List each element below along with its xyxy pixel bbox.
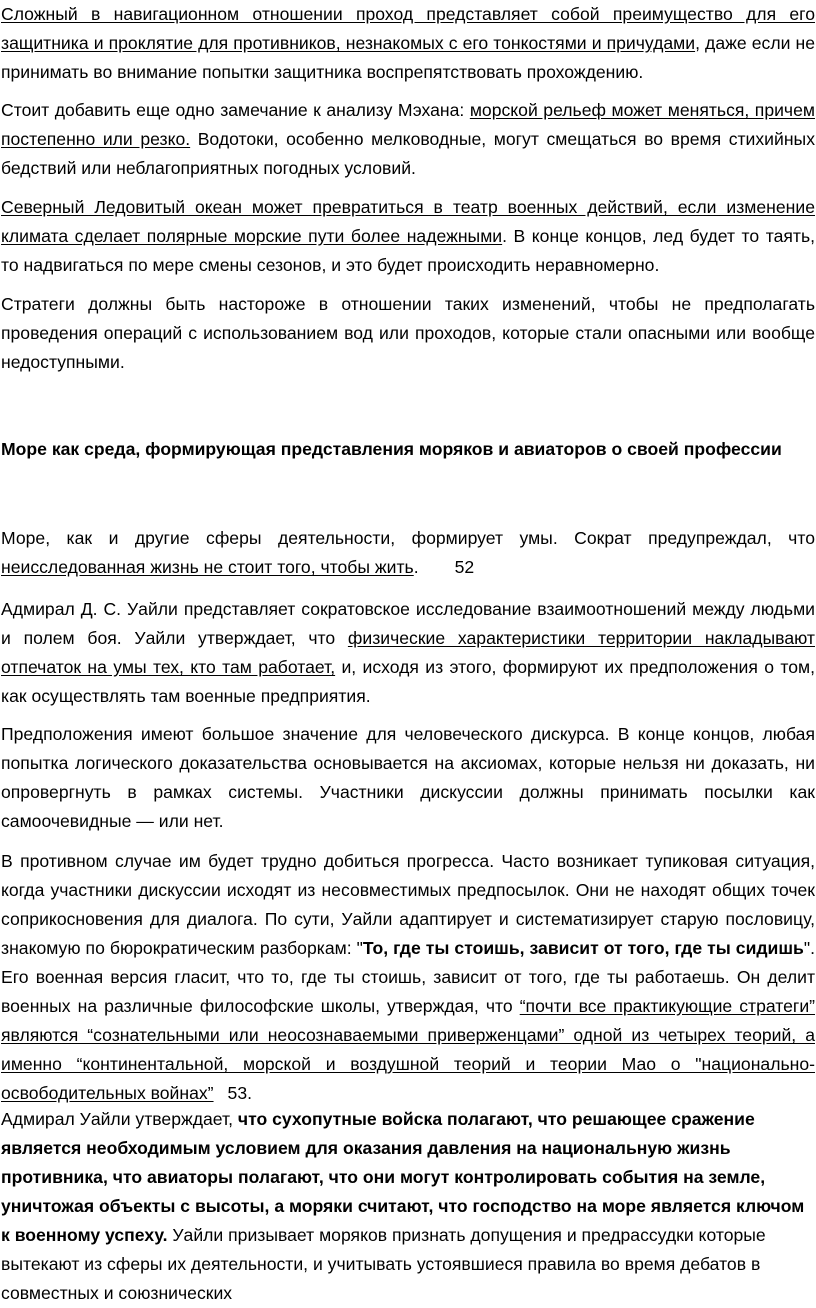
underlined-text: “почти все практикующие стратеги” являются “сознательными или неосознаваемыми приверженцами” одной из четырех теорий, а именно “континентальной, морской и воздушной теорий и теории Мао о "национально-освободительных войнах”: [1, 996, 816, 1103]
body-text: Стоит добавить еще одно замечание к анализу Мэхана:: [1, 100, 470, 120]
body-text: , даже если не принимать во внимание попытки защитника воспрепятствовать прохождению.: [1, 33, 815, 82]
underlined-text: морской рельеф может меняться, причем постепенно или резко.: [1, 100, 815, 149]
footnote-ref: 53.: [227, 1083, 253, 1103]
paragraph-1: [1, 0, 815, 87]
underlined-text: физические характеристики территории накладывают отпечаток на умы тех, кто там работает,: [1, 628, 815, 677]
body-text: Стратеги должны быть настороже в отношении таких изменений, чтобы не предполагать проведения операций с использованием вод или проходов, которые стали опасными или вообще недоступными.: [1, 294, 815, 372]
body-text: Уайли призывает моряков признать допущения и предрассудки которые вытекают из сферы их деятельности, и учитывать устоявшиеся правила во время дебатов в совместных и союзнических: [1, 1225, 766, 1303]
paragraph-3: [1, 193, 815, 280]
footnote-ref: 52: [454, 557, 475, 577]
paragraph-8: [1, 847, 815, 1108]
body-text: ". Его военная версия гласит, что то, где ты стоишь, зависит от того, где ты работаешь. Он делит военных на различные философские школы, утверждая, что: [1, 938, 815, 1016]
body-text: .: [413, 557, 419, 577]
underlined-text: Сложный в навигационном отношении проход представляет собой преимущество для его защитника и проклятие для противников, незнакомых с его тонкостями и причудами: [1, 4, 815, 53]
paragraph-2: [1, 96, 815, 183]
underlined-text: неисследованная жизнь не стоит того, чтобы жить: [1, 557, 414, 577]
bold-quote: То, где ты стоишь, зависит от того, где ты сидишь: [362, 938, 804, 958]
section-heading: Море как среда, формирующая представления моряков и авиаторов о своей профессии: [1, 439, 782, 459]
paragraph-9: [1, 1105, 815, 1308]
bold-text: что сухопутные войска полагают, что решающее сражение является необходимым условием для оказания давления на национальную жизнь противника, что авиаторы полагают, что они могут контролировать события на земле, уничтожая объекты с высоты, а моряки считают, что господство на море является ключом к военному успеху.: [1, 1109, 805, 1245]
paragraph-4: [1, 290, 815, 377]
body-text: Адмирал Уайли утверждает,: [1, 1109, 238, 1129]
body-text: Адмирал Д. С. Уайли представляет сократовское исследование взаимоотношений между людьми и полем боя. Уайли утверждает, что: [1, 599, 815, 648]
paragraph-6: [1, 595, 815, 711]
body-text: . В конце концов, лед будет то таять, то надвигаться по мере смены сезонов, и это будет происходить неравномерно.: [1, 226, 815, 275]
body-text: Предположения имеют большое значение для человеческого дискурса. В конце концов, любая попытка логического доказательства основывается на аксиомах, которые нельзя ни доказать, ни опровергнуть в рамках системы. Участники дискуссии должны принимать посылки как самоочевидные — или нет.: [1, 724, 815, 831]
body-text: В противном случае им будет трудно добиться прогресса. Часто возникает тупиковая ситуация, когда участники дискуссии исходят из несовместимых предпосылок. Они не находят общих точек соприкосновения для диалога. По сути, Уайли адаптирует и систематизирует старую пословицу, знакомую по бюрократическим разборкам: ": [1, 851, 815, 958]
paragraph-7: [1, 720, 815, 836]
paragraph-5: [1, 524, 815, 582]
underlined-text: Северный Ледовитый океан может превратиться в театр военных действий, если изменение климата сделает полярные морские пути более надежными: [1, 197, 815, 246]
body-text: Море, как и другие сферы деятельности, формирует умы. Сократ предупреждал, что: [1, 528, 815, 548]
body-text: и, исходя из этого, формируют их предположения о том, как осуществлять там военные предприятия.: [1, 657, 815, 706]
body-text: Водотоки, особенно мелководные, могут смещаться во время стихийных бедствий или неблагоприятных погодных условий.: [1, 129, 815, 178]
